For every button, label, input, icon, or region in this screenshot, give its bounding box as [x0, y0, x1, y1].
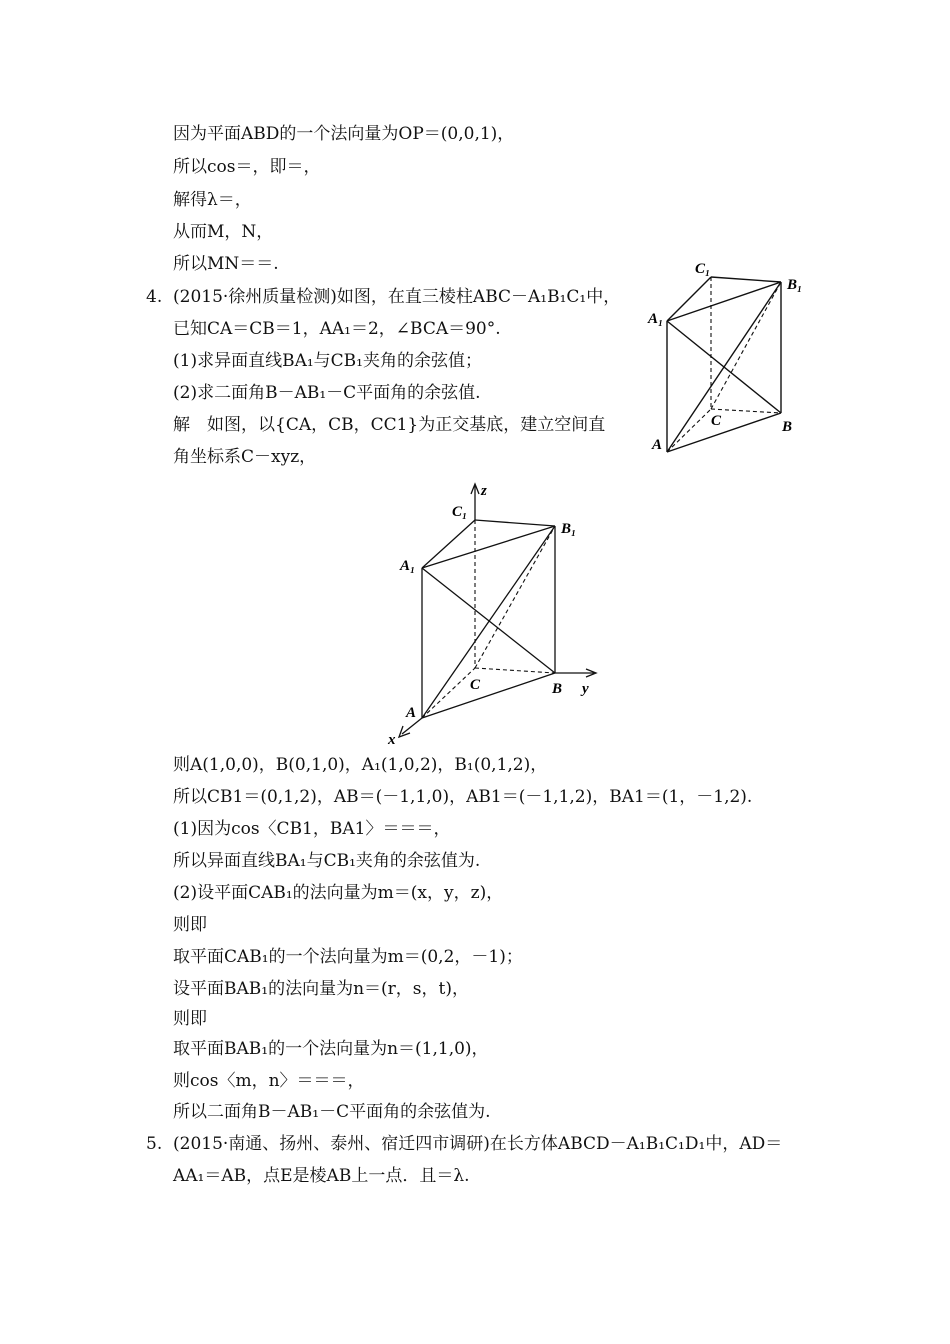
text-line: (2)求二面角B－AB₁－C平面角的余弦值.: [173, 383, 481, 403]
label-b: B: [782, 419, 793, 435]
text-line: 则即: [173, 1009, 207, 1029]
label-a: A: [652, 437, 663, 453]
text-line: (2)设平面CAB₁的法向量为m＝(x，y，z)，: [173, 883, 504, 903]
text-line: 解 如图，以{CA，CB，CC1}为正交基底，建立空间直: [173, 415, 606, 435]
text-line: 因为平面ABD的一个法向量为OP＝(0,0,1)，: [173, 124, 515, 144]
label-a1: A₁: [648, 311, 664, 327]
label-b1: B₁: [561, 521, 577, 537]
text-line: (1)因为cos〈CB1，BA1〉＝＝＝，: [173, 819, 451, 839]
problem-number: 4.: [146, 287, 163, 307]
label-b: B: [552, 681, 563, 697]
label-x-axis: x: [388, 732, 396, 748]
label-a1: A₁: [400, 558, 416, 574]
text-line: 已知CA＝CB＝1，AA₁＝2，∠BCA＝90°.: [173, 319, 501, 339]
label-y-axis: y: [582, 681, 589, 697]
text-line: 所以cos＝，即＝，: [173, 157, 321, 177]
text-line: 所以MN＝＝.: [173, 254, 279, 274]
text-line: (2015·南通、扬州、泰州、宿迁四市调研)在长方体ABCD－A₁B₁C₁D₁中，AD＝: [173, 1134, 783, 1154]
text-line: (1)求异面直线BA₁与CB₁夹角的余弦值；: [173, 351, 482, 371]
text-line: 从而M，N，: [173, 222, 274, 242]
label-b1: B₁: [787, 277, 803, 293]
text-line: 则即: [173, 915, 207, 935]
text-line: AA₁＝AB，点E是棱AB上一点．且＝λ.: [173, 1166, 470, 1186]
text-line: 设平面BAB₁的法向量为n＝(r，s，t)，: [173, 979, 469, 999]
text-line: 取平面BAB₁的一个法向量为n＝(1,1,0)，: [173, 1039, 489, 1059]
problem-number: 5.: [146, 1134, 163, 1154]
label-c1: C₁: [695, 261, 711, 277]
label-c: C: [470, 677, 481, 693]
label-z-axis: z: [481, 483, 487, 499]
text-line: (2015·徐州质量检测)如图，在直三棱柱ABC－A₁B₁C₁中，: [173, 287, 621, 307]
text-line: 则A(1,0,0)，B(0,1,0)，A₁(1,0,2)，B₁(0,1,2)，: [173, 755, 548, 775]
text-line: 角坐标系C－xyz，: [173, 447, 317, 467]
text-line: 所以CB1＝(0,1,2)，AB＝(－1,1,0)，AB1＝(－1,1,2)，BA1＝(1，－1,2).: [173, 787, 753, 807]
coordinate-prism-figure: [380, 478, 610, 748]
label-c: C: [711, 413, 722, 429]
text-line: 所以异面直线BA₁与CB₁夹角的余弦值为.: [173, 851, 481, 871]
text-line: 解得λ＝，: [173, 190, 252, 210]
text-line: 则cos〈m，n〉＝＝＝，: [173, 1071, 365, 1091]
label-c1: C₁: [452, 504, 468, 520]
prism-figure: [645, 255, 815, 455]
text-line: 取平面CAB₁的一个法向量为m＝(0,2，－1)；: [173, 947, 523, 967]
text-line: 所以二面角B－AB₁－C平面角的余弦值为.: [173, 1102, 491, 1122]
label-a: A: [406, 705, 417, 721]
